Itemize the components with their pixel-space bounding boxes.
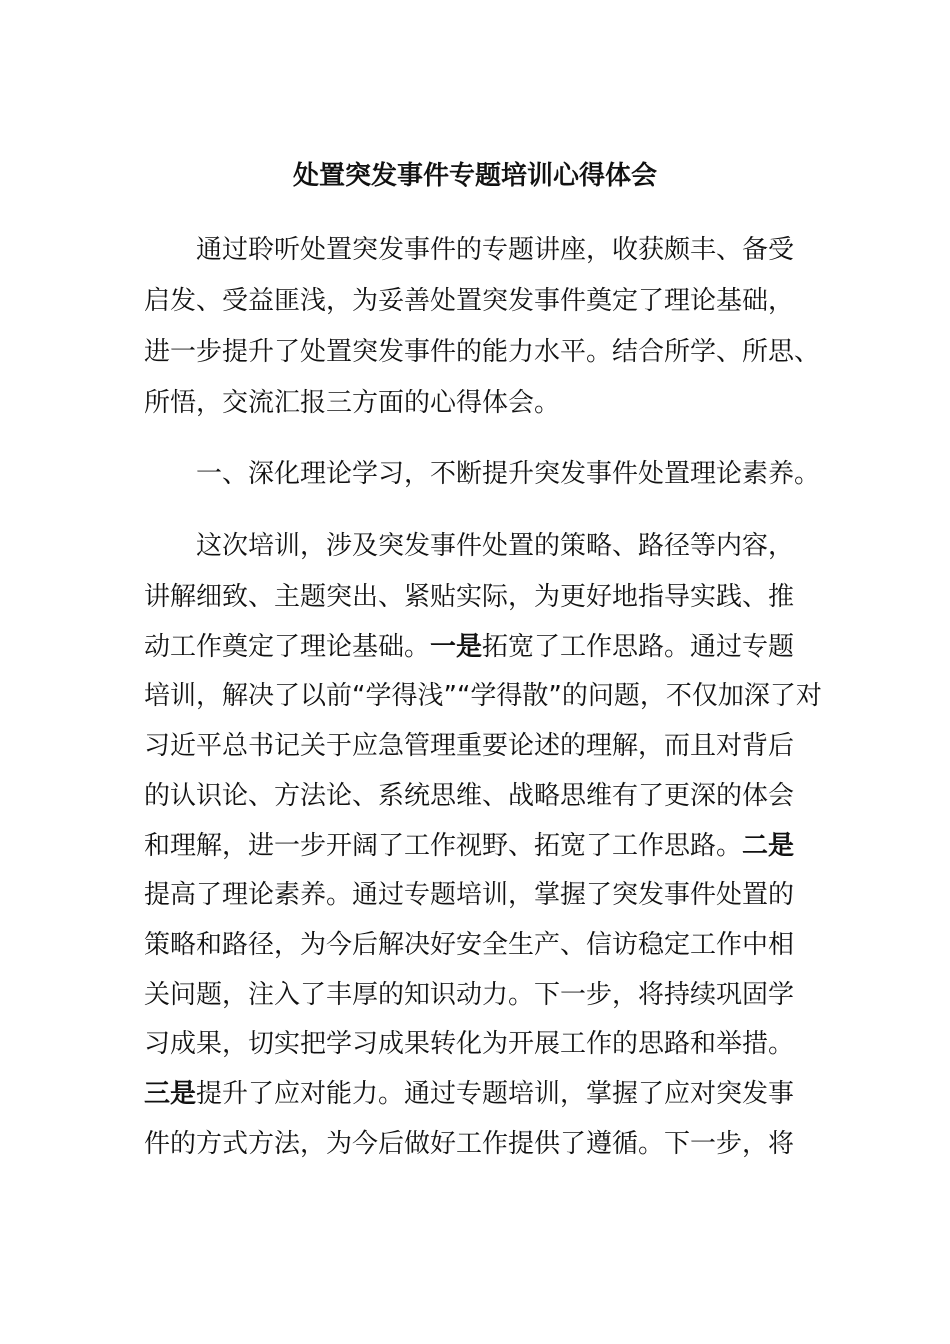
paragraph-2-line-7 bbox=[144, 826, 794, 866]
paragraph-2-line-4: 培训，解决了以前“学得浅”“学得散”的问题，不仅加深了对 bbox=[144, 681, 822, 711]
paragraph-2-line-6: 的认识论、方法论、系统思维、战略思维有了更深的体会 bbox=[144, 781, 795, 811]
paragraph-1-line-2: 启发、受益匪浅，为妥善处置突发事件奠定了理论基础， bbox=[144, 286, 795, 316]
bold-keyword: 三是 bbox=[144, 1079, 197, 1109]
paragraph-2-line-5: 习近平总书记关于应急管理重要论述的理解，而且对背后 bbox=[144, 731, 795, 761]
paragraph-2-line-9: 策略和路径，为今后解决好安全生产、信访稳定工作中相 bbox=[144, 930, 795, 960]
text-segment: 动工作奠定了理论基础。 bbox=[144, 632, 431, 662]
paragraph-2-line-12 bbox=[144, 1074, 794, 1114]
bold-keyword: 二是 bbox=[742, 831, 795, 861]
paragraph-2-line-8: 提高了理论素养。通过专题培训，掌握了突发事件处置的 bbox=[144, 880, 795, 910]
paragraph-1-line-4: 所悟，交流汇报三方面的心得体会。 bbox=[144, 388, 561, 418]
paragraph-2-line-13: 件的方式方法，为今后做好工作提供了遵循。下一步，将 bbox=[144, 1129, 795, 1159]
text-segment: 和理解，进一步开阔了工作视野、拓宽了工作思路。 bbox=[144, 831, 743, 861]
paragraph-1-line-1: 通过聆听处置突发事件的专题讲座，收获颇丰、备受 bbox=[196, 235, 795, 265]
paragraph-2-line-10: 关问题，注入了丰厚的知识动力。下一步，将持续巩固学 bbox=[144, 980, 795, 1010]
paragraph-1-line-3: 进一步提升了处置突发事件的能力水平。结合所学、所思、 bbox=[144, 337, 821, 367]
paragraph-2-line-11: 习成果，切实把学习成果转化为开展工作的思路和举措。 bbox=[144, 1029, 795, 1059]
document-title: 处置突发事件专题培训心得体会 bbox=[292, 161, 657, 191]
text-segment: 提升了应对能力。通过专题培训，掌握了应对突发事 bbox=[196, 1079, 795, 1109]
paragraph-2-line-2: 讲解细致、主题突出、紧贴实际，为更好地指导实践、推 bbox=[144, 582, 795, 612]
paragraph-2-line-3 bbox=[144, 627, 794, 667]
text-segment: 拓宽了工作思路。通过专题 bbox=[482, 632, 795, 662]
section-1-heading: 一、深化理论学习，不断提升突发事件处置理论素养。 bbox=[196, 459, 821, 489]
paragraph-2-line-1: 这次培训，涉及突发事件处置的策略、路径等内容， bbox=[196, 531, 795, 561]
bold-keyword: 一是 bbox=[430, 632, 483, 662]
